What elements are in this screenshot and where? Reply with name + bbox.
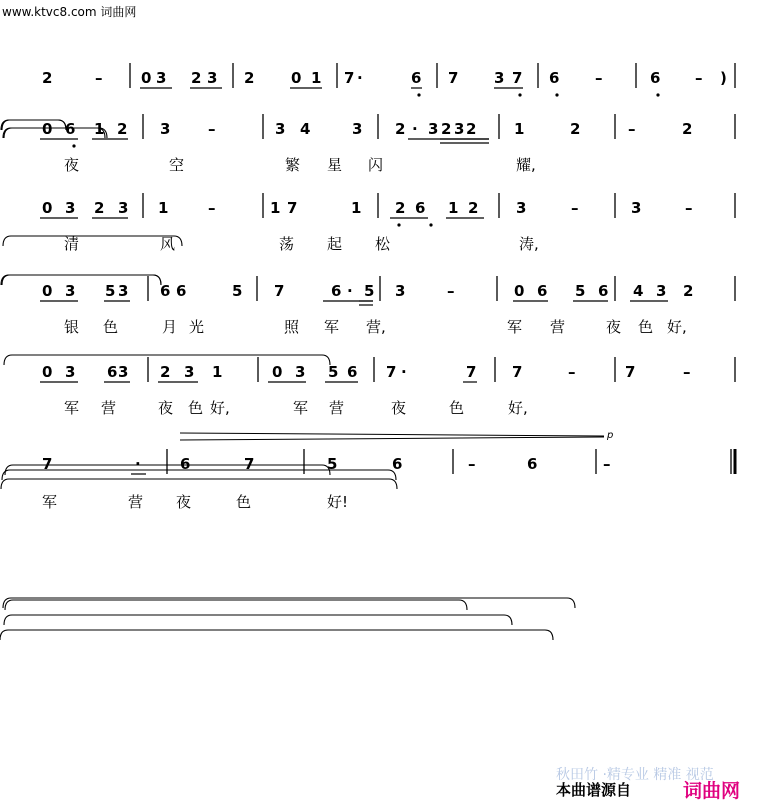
lyric-char: 好, xyxy=(508,399,528,417)
score-note: 7 xyxy=(386,363,397,381)
score-note: 6 xyxy=(107,363,118,381)
score-note: 3 xyxy=(207,69,218,87)
score-note: 7 xyxy=(287,199,298,217)
score-note: 2 xyxy=(191,69,202,87)
lyric-char: 军 xyxy=(64,399,80,417)
score-note: 6 xyxy=(527,455,538,473)
score-note: 6 xyxy=(160,282,171,300)
octave-dot-below xyxy=(429,223,432,226)
hairpin-lower xyxy=(180,437,604,440)
octave-dot-below xyxy=(555,93,558,96)
score-note: 6 xyxy=(650,69,661,87)
score-note: 1 xyxy=(351,199,362,217)
lyric-char: 夜 xyxy=(158,399,174,417)
lyric-char: 色 xyxy=(236,493,252,511)
score-note: – xyxy=(568,363,576,381)
tie-slur xyxy=(3,128,105,138)
score-note: 5 xyxy=(327,455,338,473)
score-note: 3 xyxy=(454,120,465,138)
lyric-char: 清 xyxy=(64,235,80,253)
score-note: 6 xyxy=(411,69,422,87)
score-note: – xyxy=(95,69,103,87)
lyric-char: 营 xyxy=(128,493,144,511)
score-note: 1 xyxy=(514,120,525,138)
lines-layer xyxy=(0,63,735,640)
score-note: 6 xyxy=(392,455,403,473)
score-note: 3 xyxy=(428,120,439,138)
score-note: 6 xyxy=(537,282,548,300)
score-note: 2 xyxy=(395,120,406,138)
tie-slur xyxy=(3,236,182,246)
score-note: 2 xyxy=(441,120,452,138)
lyric-char: 月 xyxy=(162,318,178,336)
score-note: 3 xyxy=(275,120,286,138)
score-note: · xyxy=(401,363,407,381)
score-note: 3 xyxy=(295,363,306,381)
score-note: 3 xyxy=(352,120,363,138)
score-note: 0 xyxy=(272,363,283,381)
lyric-char: 照 xyxy=(284,318,300,336)
score-note: · xyxy=(412,120,418,138)
score-note: 2 xyxy=(395,199,406,217)
score-note: 3 xyxy=(184,363,195,381)
score-note: 5 xyxy=(232,282,243,300)
score-note: 2 xyxy=(94,199,105,217)
score-note: 3 xyxy=(516,199,527,217)
lyric-char: 荡 xyxy=(279,235,295,253)
score-note: 2 xyxy=(117,120,128,138)
lyric-char: 好, xyxy=(667,318,687,336)
score-note: · xyxy=(347,282,353,300)
score-note: 5 xyxy=(364,282,375,300)
lyric-char: 风 xyxy=(160,235,176,253)
score-note: 3 xyxy=(118,363,129,381)
score-note: – xyxy=(208,120,216,138)
lyric-char: 夜 xyxy=(176,493,192,511)
score-note: 7 xyxy=(466,363,477,381)
score-note: 3 xyxy=(118,282,129,300)
score-note: 7 xyxy=(344,69,355,87)
score-note: 2 xyxy=(683,282,694,300)
score-note: 5 xyxy=(575,282,586,300)
score-note: 5 xyxy=(105,282,116,300)
footer-source-label: 本曲谱源自 xyxy=(556,781,632,799)
lyric-char: 营 xyxy=(550,318,566,336)
octave-dot-below xyxy=(72,144,75,147)
dynamic-marking-p: p xyxy=(607,430,614,441)
score-note: 3 xyxy=(395,282,406,300)
score-note: 6 xyxy=(180,455,191,473)
score-note: – xyxy=(447,282,455,300)
score-note: – xyxy=(468,455,476,473)
tie-slur xyxy=(4,128,107,138)
lyric-char: 色 xyxy=(638,318,654,336)
lyric-char: 夜 xyxy=(64,156,80,174)
footer-brand-logo: 词曲网 xyxy=(683,780,741,802)
score-note: 0 xyxy=(42,282,53,300)
lyric-char: 军 xyxy=(42,493,58,511)
lyric-char: 营 xyxy=(329,399,345,417)
site-url: www.ktvc8.com xyxy=(2,5,97,19)
score-note: 6 xyxy=(65,120,76,138)
score-note: ) xyxy=(720,69,727,87)
score-note: 7 xyxy=(244,455,255,473)
lyric-char: 起 xyxy=(327,235,343,253)
score-note: 3 xyxy=(656,282,667,300)
tie-slur xyxy=(5,600,467,610)
score-note: 2 xyxy=(682,120,693,138)
lyric-char: 闪 xyxy=(368,156,384,174)
score-note: 1 xyxy=(270,199,281,217)
score-note: 6 xyxy=(598,282,609,300)
octave-dot-below xyxy=(417,93,420,96)
score-note: 3 xyxy=(160,120,171,138)
lyric-char: 夜 xyxy=(606,318,622,336)
lyric-char: 军 xyxy=(507,318,523,336)
score-note: 0 xyxy=(141,69,152,87)
score-note: 1 xyxy=(94,120,105,138)
lyric-char: 松 xyxy=(375,235,391,253)
tie-slur xyxy=(0,630,553,640)
score-note: 7 xyxy=(512,363,523,381)
score-note: 3 xyxy=(494,69,505,87)
score-note: 0 xyxy=(514,282,525,300)
score-note: 1 xyxy=(158,199,169,217)
lyric-char: 营 xyxy=(101,399,117,417)
score-note: 2 xyxy=(42,69,53,87)
score-note: 1 xyxy=(448,199,459,217)
score-note: 4 xyxy=(300,120,311,138)
score-note: 6 xyxy=(415,199,426,217)
lyric-char: 色 xyxy=(449,399,465,417)
score-note: – xyxy=(208,199,216,217)
lyric-char: 光 xyxy=(189,318,205,336)
lyric-char: 夜 xyxy=(391,399,407,417)
footer-faded-text: 秋田竹 ·精专业 精准 视范 xyxy=(556,767,714,783)
score-note: 3 xyxy=(156,69,167,87)
score-note: 2 xyxy=(570,120,581,138)
score-note: 7 xyxy=(512,69,523,87)
lyric-char: 色 xyxy=(188,399,204,417)
lyric-char: 涛, xyxy=(519,235,539,253)
score-note: 6 xyxy=(347,363,358,381)
score-note: – xyxy=(595,69,603,87)
score-note: 0 xyxy=(42,120,53,138)
score-note: 0 xyxy=(291,69,302,87)
score-note: 6 xyxy=(549,69,560,87)
lyric-char: 好, xyxy=(210,399,230,417)
score-note: 2 xyxy=(468,199,479,217)
score-note: 3 xyxy=(631,199,642,217)
score-note: 2 xyxy=(244,69,255,87)
score-note: 0 xyxy=(42,363,53,381)
lyric-char: 银 xyxy=(64,318,80,336)
score-note: · xyxy=(135,455,141,473)
octave-dot-below xyxy=(518,93,521,96)
score-note: 2 xyxy=(466,120,477,138)
score-note: 3 xyxy=(65,282,76,300)
lyric-char: 军 xyxy=(324,318,340,336)
lyric-char: 空 xyxy=(169,156,185,174)
score-note: 6 xyxy=(331,282,342,300)
score-note: 7 xyxy=(274,282,285,300)
score-note: 6 xyxy=(176,282,187,300)
score-note: · xyxy=(357,69,363,87)
score-note: 4 xyxy=(633,282,644,300)
tie-slur xyxy=(1,479,397,489)
lyric-char: 好! xyxy=(327,493,349,511)
lyric-char: 色 xyxy=(103,318,119,336)
tie-slur xyxy=(1,275,161,285)
score-note: 3 xyxy=(118,199,129,217)
score-note: 1 xyxy=(311,69,322,87)
score-note: 2 xyxy=(160,363,171,381)
lyric-char: 营, xyxy=(366,318,386,336)
hairpin-upper xyxy=(180,433,604,436)
score-note: 1 xyxy=(212,363,223,381)
tie-slur xyxy=(4,615,512,625)
score-note: – xyxy=(628,120,636,138)
octave-dot-below xyxy=(397,223,400,226)
score-note: – xyxy=(683,363,691,381)
notes-layer xyxy=(42,69,727,473)
lyric-char: 星 xyxy=(327,156,343,174)
score-note: 7 xyxy=(42,455,53,473)
score-note: 3 xyxy=(65,363,76,381)
score-note: 3 xyxy=(65,199,76,217)
score-note: 7 xyxy=(625,363,636,381)
score-note: – xyxy=(685,199,693,217)
tie-slur xyxy=(2,275,161,285)
score-note: 0 xyxy=(42,199,53,217)
site-name: 词曲网 xyxy=(100,5,137,19)
score-note: 7 xyxy=(448,69,459,87)
lyric-char: 军 xyxy=(293,399,309,417)
score-note: – xyxy=(695,69,703,87)
score-note: 5 xyxy=(328,363,339,381)
lyric-char: 繁 xyxy=(285,156,301,174)
score-note: – xyxy=(603,455,611,473)
score-note: – xyxy=(571,199,579,217)
lyric-char: 耀, xyxy=(516,156,536,174)
octave-dot-below xyxy=(656,93,659,96)
